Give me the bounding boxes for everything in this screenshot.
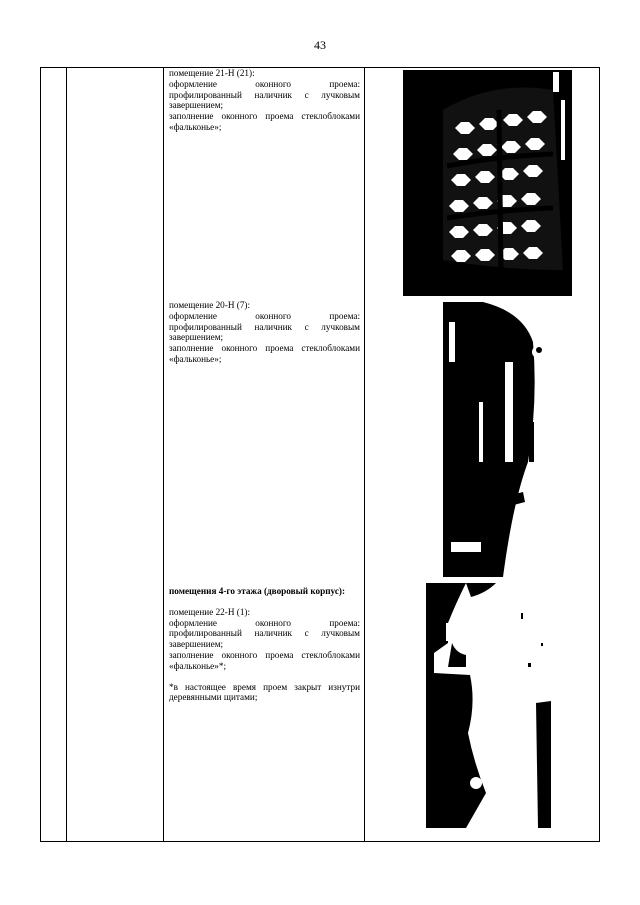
window-frame-photo (443, 302, 546, 577)
section-heading: помещения 4-го этажа (дворовый корпус): (169, 586, 346, 596)
window-frame-text: оформление оконного проема: профилированный наличник с лучковым завершением; (169, 78, 360, 111)
room-label: помещение 21-Н (21): (169, 68, 255, 78)
room-label: помещение 22-Н (1): (169, 606, 251, 617)
description-cell (169, 300, 360, 365)
window-fill-text: заполнение оконного проема стеклоблоками «фальконье»*; (169, 649, 360, 671)
window-frame-text: оформление оконного проема: профилированный наличник с лучковым завершением; (169, 310, 360, 343)
column-divider (66, 68, 67, 841)
room-label: помещение 20-Н (7): (169, 300, 251, 310)
description-cell (169, 68, 360, 133)
glass-block-window-photo (403, 70, 572, 296)
column-divider (364, 68, 365, 841)
column-divider (163, 68, 164, 841)
footnote: *в настоящее время проем закрыт изнутри деревянными щитами; (169, 681, 360, 703)
boarded-window-photo (426, 583, 551, 828)
window-fill-text: заполнение оконного проема стеклоблоками «фальконье»; (169, 111, 360, 132)
page-number: 43 (314, 38, 326, 52)
window-frame-text: оформление оконного проема: профилированный наличник с лучковым завершением; (169, 617, 360, 650)
descriptions-table (40, 67, 600, 842)
window-fill-text: заполнение оконного проема стеклоблоками «фальконье»; (169, 343, 360, 364)
description-cell (169, 586, 360, 703)
